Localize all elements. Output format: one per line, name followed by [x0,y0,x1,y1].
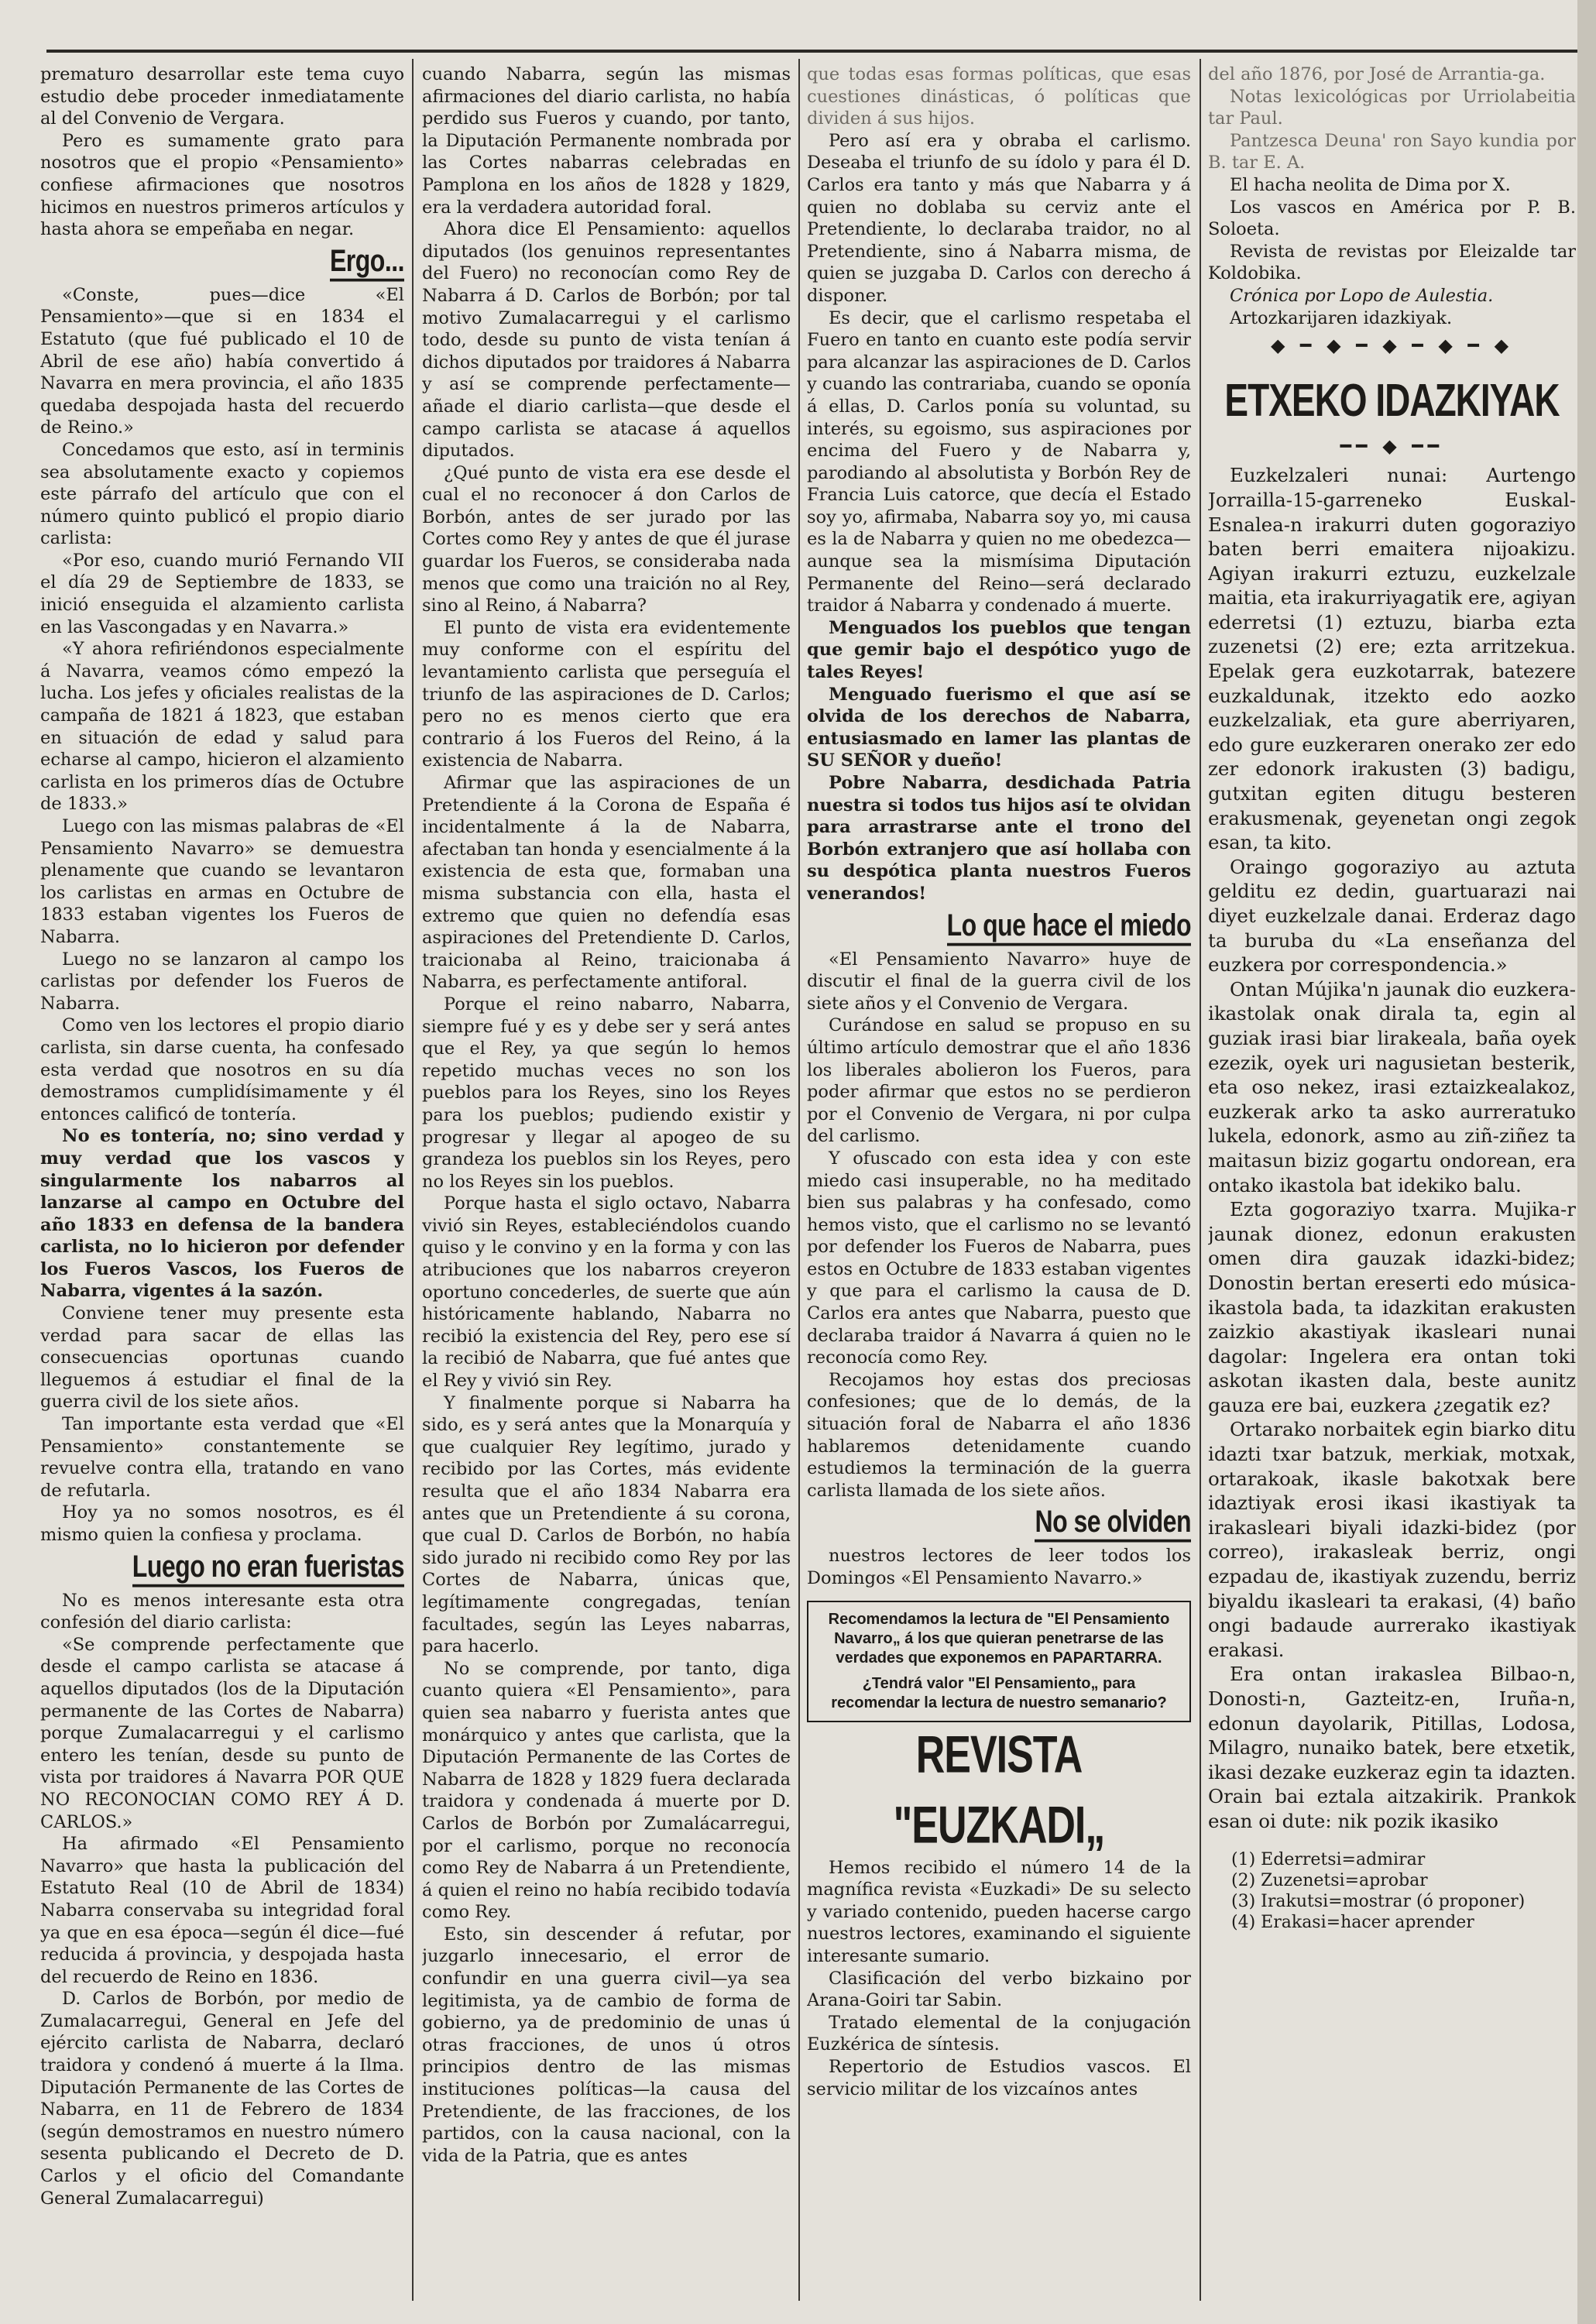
column-3 [807,64,1191,2309]
paragraph: Y ofuscado con esta idea y con este miedo casi insuperable, no ha meditado bien sus palabras y ha confesado, como hemos visto, que el carlismo no se levantó por defender los Fueros de Nabarra, pues estos en Octubre de 1833 estaban vigentes y que para el carlismo la causa de D. Carlos era antes que Nabarra, puesto que declaraba traidor á Navarra á quien no le reconocía como Rey. [807,1148,1191,1368]
paragraph: que todas esas formas políticas, que esas cuestiones dinásticas, ó políticas que dividen á sus hijos. [807,64,1191,129]
paragraph: No se comprende, por tanto, diga cuanto quiera «El Pensamiento», para quien sea nabarro y fuerista antes que monárquico y antes que carlista, que la Diputación Permanente de las Cortes de Nabarra de 1828 y 1829 fuera declarada traidora y condenada á muerte por D. Carlos de Borbón por Zumalácarregui, por el carlismo, porque no reconocía como Rey de Nabarra á un Pretendiente, á quien el reino no había recibido todavía como Rey. [422,1658,791,1923]
heading-lo-que-hace-el-miedo: Lo que hace el miedo [807,905,1191,944]
column-separator [798,59,800,2301]
footnote: (1) Ederretsi=admirar [1231,1849,1426,1869]
paragraph: nuestros lectores de leer todos los Domingos «El Pensamiento Navarro.» [807,1546,1191,1588]
paragraph: Tan importante esta verdad que «El Pensamiento» constantemente se revuelve contra ella, tratando en vano de refutarla. [40,1414,404,1501]
heading-ergo: Ergo... [40,241,404,280]
paragraph: Porque el reino nabarro, Nabarra, siempre fué y es y debe ser y será antes que el Rey, ya que según lo hemos repetido muchas veces no son los pueblos para los Reyes, sino los Reyes para los pueblos; pudiendo existir y progresar y llegar al apogeo de su grandeza los pueblos sin los Reyes, pero no los Reyes sin los pueblos. [422,994,791,1192]
paragraph: Artozkarijaren idazkiyak. [1230,307,1453,328]
column-4 [1208,64,1576,2309]
paragraph: Es decir, que el carlismo respetaba el Fuero en tanto en cuanto este podía servir para alcanzar las aspiraciones de D. Carlos y cuando las contrariaba, cuando se oponía á ellas, D. Carlos ponía su voluntad, su interés, su egoismo, sus aspiraciones por encima del Fuero y de Nabarra y, parodiando al absolutista y Borbón Rey de Francia Luis catorce, que decía el Estado soy yo, afirmaba, Nabarra soy yo, mi causa es la de Nabarra y quien no me obedezca—aunque sea la mismísima Diputación Permanente del Reino—será declarado traidor á Nabarra y condenado á muerte. [807,307,1191,616]
paragraph: Notas lexicológicas por Urriolabeitia tar Paul. [1208,86,1576,129]
paragraph: Pero es sumamente grato para nosotros que el propio «Pensamiento» confiese afirmaciones que nosotros hicimos en nuestros primeros artículos y hasta ahora se empeñaba en negar. [40,130,404,240]
paragraph: prematuro desarrollar este tema cuyo estudio debe proceder inmediatamente al del Convenio de Vergara. [40,64,404,129]
paragraph: Ontan Mújika'n jaunak dio euzkera-ikastolak onak dirala ta, egin al guziak irasi biar lirakeala, baña oyek ezezik, oyek uri nagusietan besterik, eta oso nekez, irasi eztaizkealakoz, euzkerak arko ta asko aurreratuko lukela, edonork, asmo au ziñ-ziñez ta maitasun biziz gogartu ondorean, era ontako ikastola bat idekiko balu. [1208,977,1576,1196]
paragraph: Oraingo gogoraziyo au aztuta gelditu ez dedin, guartuarazi nai diyet euzkelzale danai. Erderaz dago ta buruba du «La enseñanza del euzkera por correspondencia.» [1208,855,1576,977]
paragraph: Ha afirmado «El Pensamiento Navarro» que hasta la publicación del Estatuto Real (10 de Abril de 1834) Nabarra conservaba su integridad foral ya que en esa época—según él dice—fué reducida á provincia, y despojada hasta del recuerdo de Reino en 1836. [40,1834,404,1987]
paragraph: Ortarako norbaitek egin biarko ditu idazti txar batzuk, merkiak, motxak, ortarakoak, ikasle bakotxak bere idaztiyak erosi ikasi ikastiyak ta irakasleari biyali idazki-bidez (por correo), irakasleak berriz, ongi ezpadau de, ikastiyak zuzendu, berriz biyaldu ikasleari ta erakasi, (4) baño ongi badaude aurrerako ikastiyak erakasi. [1208,1418,1576,1661]
paragraph: Menguado fuerismo el que así se olvida de los derechos de Nabarra, entusiasmado en lamer las plantas de SU SEÑOR y dueño! [807,684,1191,771]
heading-luego-no-eran-fueristas: Luego no eran fueristas [40,1546,404,1585]
page-edge [1577,0,1596,2324]
paragraph: Pobre Nabarra, desdichada Patria nuestra si todos tus hijos así te olvidan para arrastrarse ante el trono del Borbón extranjero que así hollaba con su despótica planta nuestros Fueros venerandos! [807,773,1191,904]
paragraph: del año 1876, por José de Arrantia-ga. [1208,64,1546,84]
paragraph: Porque hasta el siglo octavo, Nabarra vivió sin Reyes, estableciéndolos cuando quiso y le convino y en la forma y con las atribuciones que los nabarros creyeron oportuno concederles, de suerte que aún históricamente hablando, Nabarra no recibió la existencia del Rey, pero ese sí la recibió de Nabarra, que fué antes que el Rey y vivió sin Rey. [422,1193,791,1392]
paragraph: El hacha neolita de Dima por X. [1230,174,1511,195]
quote: «Y ahora refiriéndonos especialmente á Navarra, veamos cómo empezó la lucha. Los jefes y oficiales realistas de la campaña de 1821 á 1823, que estaban en situación de edad y salud para echarse al campo, hicieron el alzamiento carlista en los primeros días de Octubre de 1833.» [40,639,404,815]
paragraph: Afirmar que las aspiraciones de un Pretendiente á la Corona de España é incidentalmente á la de Nabarra, afectaban tan honda y esencialmente á la existencia de esta que, formaban una misma substancia con ella, hasta el extremo que quien no defendía esas aspiraciones del Pretendiente D. Carlos, traicionaba al Reino, traicionaba á Nabarra, es perfectamente antiforal. [422,773,791,993]
notice-box [807,1601,1191,1722]
paragraph: Concedamos que esto, así in terminis sea absolutamente exacto y copiemos este párrafo del artículo que con el número quinto publicó el propio diario carlista: [40,439,404,549]
heading-etxeko-idazkiyak: ETXEKO IDAZKIYAK [1224,372,1560,426]
paragraph: Menguados los pueblos que tengan que gemir bajo el despótico yugo de tales Reyes! [807,617,1191,683]
paragraph: Conviene tener muy presente esta verdad para sacar de ellas las consecuencias oportunas cuando lleguemos á estudiar el final de la guerra civil de los siete años. [40,1303,404,1413]
paragraph: Tratado elemental de la conjugación Euzkérica de síntesis. [807,2012,1191,2055]
paragraph: Y finalmente porque si Nabarra ha sido, es y será antes que la Monarquía y que cualquier Rey legítimo, jurado y recibido por las Cortes, más evidente resulta que el año 1834 Nabarra era antes que un Pretendiente á su corona, que cual D. Carlos de Borbón, no había sido jurado ni recibido como Rey por las Cortes de Nabarra, únicas que, legítimamente congregadas, tenían facultades, según las Leyes nabarras, para hacerlo. [422,1392,791,1657]
column-separator [412,59,414,2301]
paragraph: cuando Nabarra, según las mismas afirmaciones del diario carlista, no había perdido sus Fueros y cuando, por tanto, la Diputación Permanente nombrada por las Cortes nabarras celebradas en Pamplona en los años de 1828 y 1829, era la verdadera autoridad foral. [422,64,791,218]
paragraph: Era ontan irakaslea Bilbao-n, Donosti-n, Gazteitz-en, Iruña-n, edonun dayolarik, Pitillas, Lodosa, Milagro, nunaiko batek, bere etxetik, ikasi dezake euzkeraz egin ta idazten. Orain bai eztala aitzakirik. Prankok esan oi dute: nik pozik ikasiko [1208,1663,1576,1832]
paragraph: Clasificación del verbo bizkaino por Arana-Goiri tar Sabin. [807,1968,1191,2011]
paragraph: «El Pensamiento Navarro» huye de discutir el final de la guerra civil de los siete años y el Convenio de Vergara. [807,949,1191,1014]
paragraph: Ezta gogoraziyo txarra. Mujika-r jaunak dionez, edonun erakusten omen dira gauzak idazki-bidez; Donostin bertan ereserti edo música-ikastola bada, ta idazkitan erakusten zaizkio akastiyak ikasleari nunai dagolar: Ingelera era ontan toki askotan ikasten dala, beste aunitz gauza ere bai, euzkera ¿zegatik ez? [1208,1198,1576,1416]
footnotes [1208,1849,1576,1933]
paragraph: Luego no se lanzaron al campo los carlistas por defender los Fueros de Nabarra. [40,949,404,1014]
paragraph: No es tontería, no; sino verdad y muy verdad que los vascos y singularmente los nabarros al lanzarse al campo en Octubre del año 1833 en defensa de la bandera carlista, no lo hicieron por defender los Fueros Vascos, los Fueros de Nabarra, vigentes á la sazón. [40,1126,404,1302]
paragraph: «Conste, pues—dice «El Pensamiento»—que si en 1834 el Estatuto (que fué publicado el 10 de Abril de ese año) había convertido á Navarra en mera provincia, el año 1835 quedaba despojada hasta del recuerdo de Reino.» [40,284,404,438]
paragraph: Revista de revistas por Eleizalde tar Koldobika. [1208,241,1576,284]
paragraph: Crónica por Lopo de Aulestia. [1230,285,1494,306]
paragraph: Los vascos en América por P. B. Soloeta. [1208,197,1576,240]
paragraph: Esto, sin descender á refutar, por juzgarlo innecesario, el error de confundir en una guerra civil—ya sea legitimista, ya de cambio de forma de gobierno, ya de predominio de unas ú otras fracciones, de unos ú otros principios dentro de las mismas instituciones políticas—la causa del Pretendiente, de las fracciones, de los partidos, con la causa nacional, con la vida de la Patria, que es antes [422,1924,791,2166]
quote: «Por eso, cuando murió Fernando VII el día 29 de Septiembre de 1833, se inició enseguida el alzamiento carlista en las Vascongadas y en Navarra.» [40,550,404,637]
paragraph: ¿Qué punto de vista era ese desde el cual el no reconocer á don Carlos de Borbón, antes de ser jurado por las Cortes como Rey y antes de que él jurase guardar los Fueros, se consideraba nada menos que como una traición no al Rey, sino al Reino, á Nabarra? [422,462,791,616]
paragraph: Repertorio de Estudios vascos. El servicio militar de los vizcaínos antes [807,2056,1191,2099]
quote: «Se comprende perfectamente que desde el campo carlista se atacase á aquellos diputados (los de la Diputación permanente de las Cortes de Nabarra) porque Zumalacarregui y el carlismo entero les tenían, desde su punto de vista por traidores á Navarra POR QUE NO RECONOCIAN COMO REY Á D. CARLOS.» [40,1634,404,1832]
paragraph: Euzkelzaleri nunai: Aurtengo Jorrailla-15-garreneko Euskal-Esnalea-n irakurri duten gogoraziyo baten berri emaitera nijoakizu. Agiyan irakurri eztuzu, euzkelzale maitia, eta irakurriyagatik ere, agiyan ederretsi (1) eztuzu, biarba ezta zuzenetsi (2) ere; ezta arritzekua. Epelak gera euzkotarrak, batezere euzkaldunak, itzekto edo aozko euzkelzaliak, eta gure aberriyaren, edo gure euzkeraren onerako zer edo zer edonork irakusten (3) badigu, gutxitan egiten ditugu besteren erakusmenak, geyenetan ongi zegok esan, ta kito. [1208,464,1576,854]
column-1 [40,64,404,2309]
ornament: ◆ ━ ◆ ━ ◆ ━ ◆ ━ ◆ [1270,335,1514,357]
column-2 [422,64,791,2309]
notice-text: ¿Tendrá valor "El Pensamiento„ para recomendar la lectura de nuestro semanario? [831,1674,1167,1711]
paragraph: Luego con las mismas palabras de «El Pensamiento Navarro» se demuestra plenamente que cuando se levantaron los carlistas en armas en Octubre de 1833 estaban vigentes los Fueros de Nabarra. [40,816,404,947]
paragraph: D. Carlos de Borbón, por medio de Zumalacarregui, General en Jefe del ejército carlista de Nabarra, declaró traidora y condenó á muerte á la Ilma. Diputación Permanente de las Cortes de Nabarra, en 11 de Febrero de 1834 (según demostramos en nuestro número sesenta publicando el Decreto de D. Carlos y el oficio del Comandante General Zumalacarregui) [40,1989,404,2209]
paragraph: Pero así era y obraba el carlismo. Deseaba el triunfo de su ídolo y para él D. Carlos era tanto y más que Nabarra y á quien no doblaba su cerviz ante el Pretendiente, lo declaraba traidor, no al Pretendiente, sino á Nabarra misma, de quien se juzgaba D. Carlos con derecho á disponer. [807,130,1191,306]
footnote: (4) Erakasi=hacer aprender [1231,1912,1474,1932]
paragraph: Como ven los lectores el propio diario carlista, sin darse cuenta, ha confesado esta verdad que nosotros en su día demostramos cumplidísimamente y él entonces calificó de tontería. [40,1015,404,1124]
heading-revista-euzkadi: REVISTA "EUZKADI„ [893,1725,1105,1855]
notice-text: Recomendamos la lectura de "El Pensamiento Navarro„ á los que quieran penetrarse de las verdades que exponemos en PAPARTARRA. [828,1610,1170,1667]
paragraph: Hemos recibido el número 14 de la magnífica revista «Euzkadi» De su selecto y variado contenido, pueden hacerse cargo nuestros lectores, examinando el siguiente interesante sumario. [807,1857,1191,1966]
ornament: ━━ ◆ ━━ [1340,434,1444,457]
paragraph: Recojamos hoy estas dos preciosas confesiones; que de lo demás, de la situación foral de Nabarra el año 1836 hablaremos detenidamente cuando estudiemos la terminación de la guerra carlista llamada de los siete años. [807,1369,1191,1501]
paragraph: El punto de vista era evidentemente muy conforme con el espíritu del levantamiento carlista que perseguía el triunfo de las aspiraciones de D. Carlos; pero no es menos cierto que era contrario á los Fueros del Reino, á la existencia de Nabarra. [422,617,791,771]
footnote: (3) Irakutsi=mostrar (ó proponer) [1231,1891,1526,1911]
column-separator [1200,59,1201,2301]
footnote: (2) Zuzenetsi=aprobar [1231,1870,1428,1890]
paragraph: Hoy ya no somos nosotros, es él mismo quien la confiesa y proclama. [40,1502,404,1545]
paragraph: Ahora dice El Pensamiento: aquellos diputados (los genuinos representantes del Fuero) no reconocían como Rey de Nabarra á D. Carlos de Borbón; por tal motivo Zumalacarregui y el carlismo todo, desde su punto de vista tenían á dichos diputados por traidores á Nabarra y así se comprende perfectamente—añade el diario carlista—que desde el campo carlista se atacase á aquellos diputados. [422,219,791,462]
paragraph: No es menos interesante esta otra confesión del diario carlista: [40,1590,404,1633]
heading-no-se-olviden: No se olviden [807,1502,1191,1540]
paragraph: Curándose en salud se propuso en su último artículo demostrar que el año 1836 los liberales abolieron los Fueros, para poder afirmar que estos no se perdieron por el Convenio de Vergara, ni por culpa del carlismo. [807,1015,1191,1147]
top-rule [46,50,1587,53]
paragraph: Pantzesca Deuna' ron Sayo kundia por B. tar E. A. [1208,130,1576,173]
